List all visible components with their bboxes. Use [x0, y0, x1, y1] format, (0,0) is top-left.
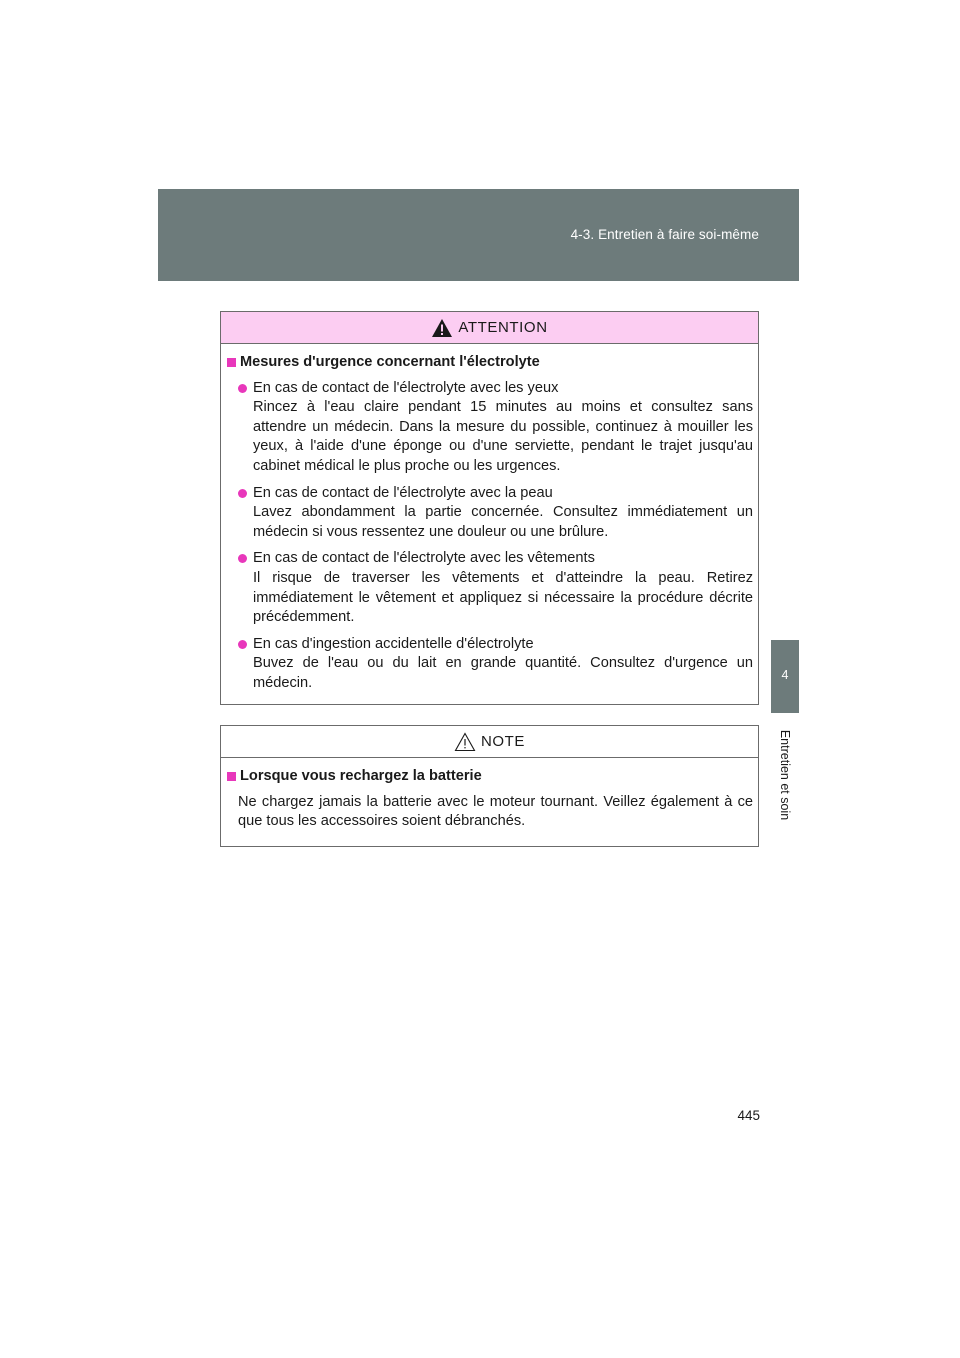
chapter-label: Entretien et soin: [778, 729, 792, 821]
list-item: [238, 484, 753, 543]
caution-outline-icon: [454, 732, 476, 752]
list-item: [238, 635, 753, 694]
square-bullet-icon: [227, 358, 236, 367]
note-paragraph: Ne chargez jamais la batterie avec le moteur tournant. Veillez également à ce que tous les accessoires soient débranchés.: [238, 793, 753, 830]
page-number: 445: [737, 1108, 760, 1123]
attention-heading-text: Mesures d'urgence concernant l'électrolyte: [240, 354, 540, 370]
square-bullet-icon: [227, 772, 236, 781]
chapter-tab: [771, 640, 799, 713]
note-heading: [227, 767, 753, 787]
item-lead: En cas de contact de l'électrolyte avec la peau: [253, 484, 553, 501]
warning-icon: [431, 318, 453, 338]
item-lead: En cas d'ingestion accidentelle d'électrolyte: [253, 635, 534, 652]
attention-header: [221, 312, 758, 344]
item-lead: En cas de contact de l'électrolyte avec les yeux: [253, 379, 559, 396]
item-lead: En cas de contact de l'électrolyte avec les vêtements: [253, 550, 595, 567]
item-detail: Lavez abondamment la partie concernée. Consultez immédiatement un médecin si vous ressentez une douleur ou une brûlure.: [253, 504, 753, 540]
round-bullet-icon: [238, 640, 247, 649]
list-item: [238, 549, 753, 627]
note-box: [220, 725, 759, 847]
section-title: 4-3. Entretien à faire soi-même: [570, 227, 759, 242]
header-band: [158, 189, 799, 281]
note-body: [221, 758, 758, 832]
attention-body: [221, 344, 758, 694]
round-bullet-icon: [238, 489, 247, 498]
note-header: [221, 726, 758, 758]
list-item: [238, 379, 753, 477]
attention-box: [220, 311, 759, 705]
item-detail: Il risque de traverser les vêtements et d'atteindre la peau. Retirez immédiatement le vêtement et appliquez si nécessaire la procédure décrite précédemment.: [253, 569, 753, 626]
round-bullet-icon: [238, 384, 247, 393]
note-heading-text: Lorsque vous rechargez la batterie: [240, 768, 482, 784]
attention-heading: [227, 353, 753, 373]
note-title: NOTE: [480, 733, 526, 750]
item-detail: Buvez de l'eau ou du lait en grande quantité. Consultez d'urgence un médecin.: [253, 655, 753, 691]
chapter-number: 4: [781, 668, 789, 682]
item-detail: Rincez à l'eau claire pendant 15 minutes au moins et consultez sans attendre un médecin. Dans la mesure du possible, continuez à mouiller les yeux, à l'aide d'une éponge ou d'une serviette, pendant le trajet jusqu'au cabinet médical le plus proche ou les urgences.: [253, 399, 753, 474]
round-bullet-icon: [238, 554, 247, 563]
attention-title: ATTENTION: [458, 319, 548, 336]
